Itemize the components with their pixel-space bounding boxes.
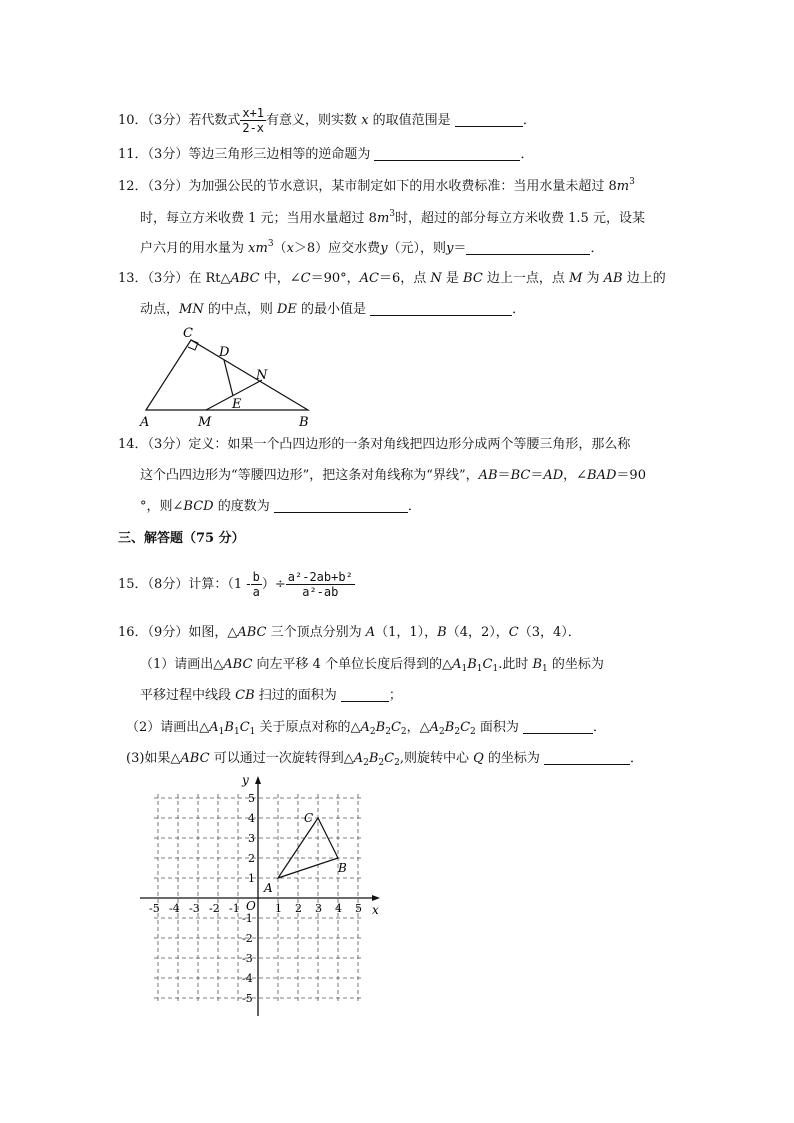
label-M: M <box>198 415 212 430</box>
y-tick-label: -1 <box>242 912 253 925</box>
q14-answer-blank[interactable] <box>274 498 408 513</box>
q14-line2: 这个凸四边形为“等腰四边形”，把这条对角线称为“界线”，AB＝BC＝AD，∠BAD＝90 <box>140 468 646 483</box>
x-tick-label: 4 <box>335 902 342 915</box>
label-N: N <box>256 368 268 383</box>
q13-line2: 动点，MN 的中点，则 DE 的最小值是 ． <box>140 302 526 317</box>
q10-number: 10． <box>118 113 148 128</box>
x-tick-label: -5 <box>149 902 160 915</box>
vertex-label-A: A <box>264 881 273 895</box>
x-tick-label: 3 <box>315 902 322 915</box>
section-heading: 三、解答题（75 分） <box>118 531 245 546</box>
y-axis-label: y <box>242 773 249 787</box>
vertex-label-C: C <box>304 811 314 825</box>
q15-fraction-2: $\frac{\text{a²-2ab+b²}}{\text{a²-ab}}$ <box>287 570 353 599</box>
q10-score: （3分） <box>147 113 189 128</box>
y-tick-label: 5 <box>248 792 255 805</box>
q16-part2-answer-blank[interactable] <box>523 719 593 734</box>
y-tick-label: -3 <box>242 952 253 965</box>
q13-answer-blank[interactable] <box>370 301 512 316</box>
origin-label: O <box>246 899 256 913</box>
q10: 10．（3分）若代数式 $\frac{x+1}{2-x}$ 有意义，则实数 x 的取值范围是 ． <box>118 106 536 135</box>
y-tick-label: 2 <box>248 852 255 865</box>
q11: 11．（3分）等边三角形三边相等的逆命题为 ． <box>118 147 534 162</box>
y-tick-label: 1 <box>248 872 255 885</box>
y-tick-label: -4 <box>242 972 253 985</box>
q16-coordinate-grid <box>130 770 390 1020</box>
x-tick-label: 1 <box>275 902 282 915</box>
y-tick-label: -5 <box>242 992 253 1005</box>
y-tick-label: 4 <box>248 812 255 825</box>
q13-triangle-figure <box>136 324 326 434</box>
q16-line1: 16．（9分）如图，△ABC 三个顶点分别为 A（1，1），B（4，2），C（3，4）． <box>118 625 581 640</box>
x-tick-label: 5 <box>355 902 362 915</box>
q11-answer-blank[interactable] <box>374 146 520 161</box>
q14-line1: 14．（3分）定义：如果一个凸四边形的一条对角线把四边形分成两个等腰三角形，那么称 <box>118 437 631 452</box>
x-tick-label: -2 <box>209 902 220 915</box>
q12-line1: 12．（3分）为加强公民的节水意识，某市制定如下的用水收费标准：当用水量未超过 $8m^3$ <box>118 177 635 194</box>
x-axis-label: x <box>372 903 379 917</box>
q10-fraction: $\frac{x+1}{2-x}$ <box>242 106 265 135</box>
x-tick-label: -3 <box>189 902 200 915</box>
q16-part2: （2）请画出$\triangle A_1B_1C_1$ 关于原点对称的$\triangle A_2B_2C_2$，$\triangle A_2B_2C_2$ 面积为 ． <box>126 720 607 737</box>
q16-part1-answer-blank[interactable] <box>341 687 389 702</box>
q12-answer-blank[interactable] <box>466 240 590 255</box>
q16-part1-line1: （1）请画出△ABC 向左平移 4 个单位长度后得到的$\triangle A_1B_1C_1$.此时 $B_1$ 的坐标为 <box>140 657 604 674</box>
q13-line1: 13．（3分）在 Rt△ABC 中，∠C＝90°，AC＝6，点 N 是 BC 边上一点，点 M 为 AB 边上的 <box>118 271 666 286</box>
label-D: D <box>219 345 230 360</box>
q12-line3: 户六月的用水量为 $xm^3(x>8)$应交水费y（元），则y＝ ． <box>140 239 604 256</box>
q12-line2: 时，每立方米收费 1 元；当用水量超过 $8m^3$时，超过的部分每立方米收费 1.5 元，设某 <box>140 209 645 226</box>
q16-part3-answer-blank[interactable] <box>544 750 630 765</box>
q10-answer-blank[interactable] <box>455 112 523 127</box>
label-C: C <box>183 326 193 341</box>
label-E: E <box>232 397 242 412</box>
q16-part1-line2: 平移过程中线段 CB 扫过的面积为 ； <box>140 688 402 703</box>
x-tick-label: 2 <box>295 902 302 915</box>
q14-line3: °，则∠BCD 的度数为 ． <box>140 499 421 514</box>
y-tick-label: 3 <box>248 832 255 845</box>
x-tick-label: -1 <box>229 902 240 915</box>
q16-part3: (3)如果△ABC 可以通过一次旋转得到$\triangle A_2B_2C_2$,则旋转中心 Q 的坐标为 ． <box>126 751 644 768</box>
x-tick-label: -4 <box>169 902 180 915</box>
vertex-label-B: B <box>338 861 347 875</box>
x-axis-arrow <box>372 895 380 901</box>
label-B: B <box>299 415 309 430</box>
q15: 15．（8分）计算：（1 - $\frac{b}{a}$ ）÷ $\frac{\text{a²-2ab+b²}}{\text{a²-ab}}$ <box>118 570 353 599</box>
label-A: A <box>140 415 150 430</box>
y-axis-arrow <box>255 776 261 784</box>
triangle-ABC <box>278 818 338 878</box>
q15-fraction-1: $\frac{b}{a}$ <box>252 570 260 599</box>
y-tick-label: -2 <box>242 932 253 945</box>
